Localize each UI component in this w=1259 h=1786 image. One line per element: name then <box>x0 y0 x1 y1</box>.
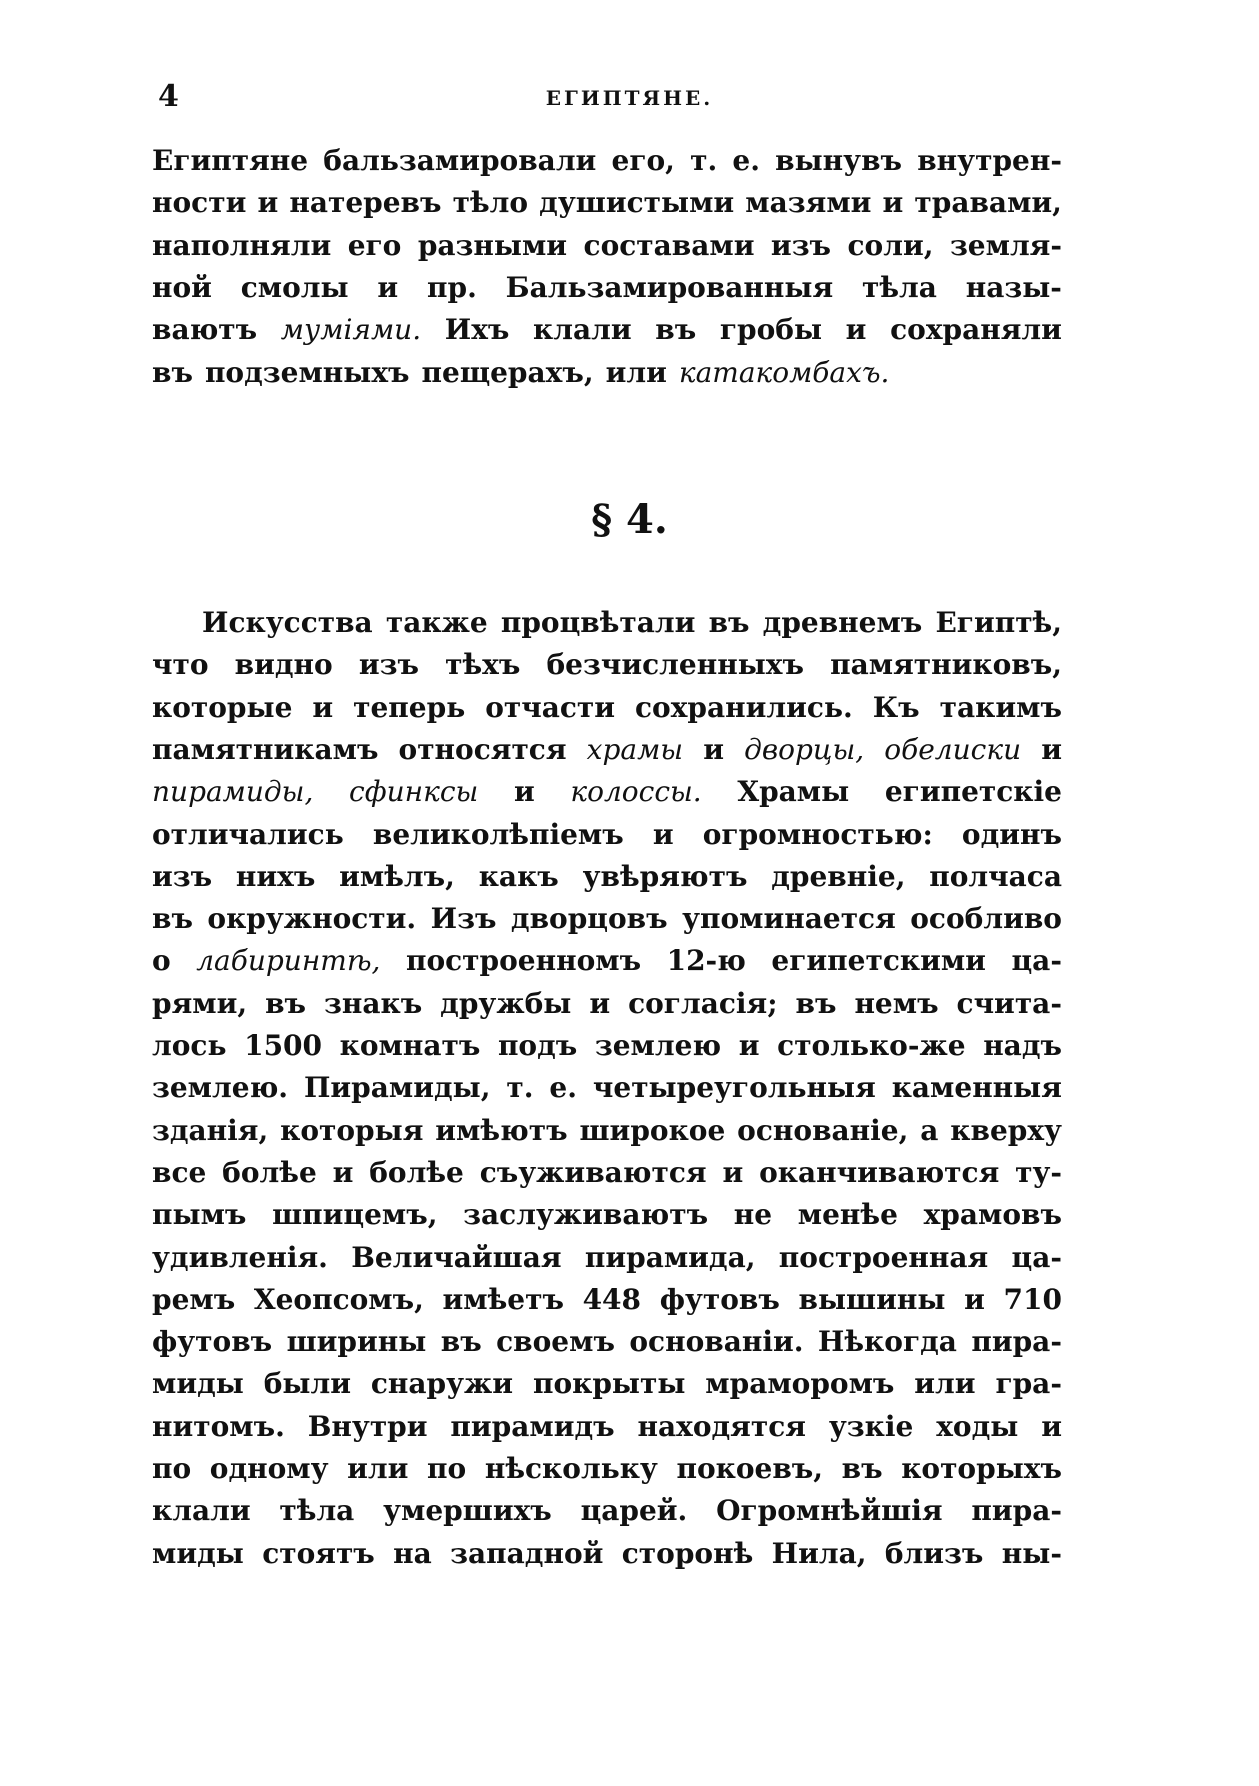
text-line <box>152 225 1062 267</box>
word: въ <box>655 313 697 347</box>
word: оканчиваются <box>759 1155 1000 1189</box>
word: шпицемъ, <box>272 1198 438 1232</box>
word: травами, <box>914 186 1062 220</box>
word: основаніи. <box>629 1325 804 1359</box>
word: отличались <box>152 817 344 851</box>
text-line <box>152 1279 1062 1321</box>
word: ту- <box>1015 1155 1062 1189</box>
text-line <box>202 602 1062 644</box>
word: дворцы, <box>744 732 865 766</box>
word: обелиски <box>884 732 1022 766</box>
word: знакъ <box>323 986 423 1020</box>
word: и <box>377 270 399 304</box>
text-line <box>152 1110 1062 1152</box>
word: пымъ <box>152 1198 247 1232</box>
text-line <box>152 140 1062 182</box>
text-line <box>152 182 1062 224</box>
word: нихъ <box>235 859 316 893</box>
word: и <box>845 313 867 347</box>
word: ца- <box>1011 1240 1062 1274</box>
word: комнатъ <box>339 1029 481 1062</box>
text-line <box>152 856 1062 898</box>
word: по <box>427 1452 467 1485</box>
word: въ <box>708 606 750 639</box>
word: и <box>964 1282 985 1316</box>
word: тѣло <box>452 186 529 220</box>
word: считa- <box>956 986 1062 1020</box>
text-line <box>152 1237 1062 1279</box>
word: вынувъ <box>775 144 903 177</box>
word: и <box>703 732 724 766</box>
word: Бальзамированныя <box>505 270 834 304</box>
word: Внутри <box>307 1409 428 1443</box>
word: лось <box>152 1029 227 1062</box>
word: въ <box>440 1325 482 1359</box>
word: на <box>393 1536 432 1570</box>
text-line <box>152 1152 1062 1194</box>
word: пирамида, <box>584 1240 756 1274</box>
word: Храмы <box>737 775 850 809</box>
word: которыхъ <box>901 1452 1062 1485</box>
word: изъ <box>770 228 832 262</box>
word: 448 <box>582 1282 642 1316</box>
word: Величайшая <box>351 1240 562 1274</box>
word: и <box>882 186 904 220</box>
text-line <box>152 1067 1062 1109</box>
word: египетскіе <box>884 775 1062 809</box>
word: сторонѣ <box>621 1536 754 1570</box>
word: снаружи <box>370 1367 514 1401</box>
word: великолѣпіемъ <box>372 817 624 851</box>
word: и <box>589 986 611 1020</box>
word: узкіе <box>828 1409 914 1443</box>
word: кверху <box>950 1113 1062 1147</box>
text-line <box>152 267 1062 309</box>
word: тѣла <box>861 270 937 304</box>
text-line <box>152 1363 1062 1405</box>
word: четыреугольныя <box>592 1071 876 1105</box>
text-line <box>152 814 1062 856</box>
word: и <box>722 1155 744 1189</box>
word: Нила, <box>771 1536 867 1570</box>
word: ширины <box>286 1325 427 1359</box>
word: футовъ <box>152 1325 273 1359</box>
word: или <box>605 355 667 389</box>
word: вышины <box>798 1282 946 1316</box>
word: ходы <box>936 1409 1019 1443</box>
text-line <box>152 1448 1062 1490</box>
word: каменныя <box>891 1071 1062 1105</box>
word: стоятъ <box>262 1536 375 1570</box>
word: надъ <box>983 1029 1062 1062</box>
word: т. <box>690 144 718 177</box>
word: упоминается <box>682 902 896 936</box>
word: безчисленныхъ <box>546 648 804 682</box>
word: какъ <box>478 859 559 893</box>
word: ности <box>152 186 247 220</box>
word: Пирамиды, <box>303 1071 491 1105</box>
word: пещерахъ, <box>421 355 594 389</box>
word: увѣряютъ <box>582 859 748 893</box>
word: немъ <box>854 986 939 1020</box>
word: и <box>312 690 334 724</box>
word: съуживаются <box>479 1155 707 1189</box>
word: которыя <box>280 1113 424 1147</box>
word: царей. <box>580 1494 688 1528</box>
word: были <box>263 1367 351 1401</box>
word: 710 <box>1003 1282 1062 1316</box>
word: близъ <box>884 1536 984 1570</box>
word: памятниковъ, <box>830 648 1062 682</box>
word: пирамидъ <box>450 1409 615 1443</box>
text-line <box>152 1490 1062 1532</box>
word: построенномъ <box>405 944 642 978</box>
word: о <box>152 944 171 978</box>
word: отчасти <box>485 690 616 724</box>
word: смолы <box>240 270 349 304</box>
word: пр. <box>427 270 477 304</box>
word: не <box>733 1198 773 1232</box>
word: одинъ <box>961 817 1062 851</box>
word: основаніе, <box>737 1113 909 1147</box>
word: 1500 <box>244 1029 323 1062</box>
word: т. <box>506 1071 534 1105</box>
word: Ихъ <box>444 313 510 347</box>
word: по <box>152 1452 192 1485</box>
word: назы- <box>965 270 1062 304</box>
word: огромностью: <box>702 817 933 851</box>
word: Къ <box>872 690 920 724</box>
text-line <box>152 644 1062 686</box>
word: широкое <box>579 1113 726 1147</box>
text-line <box>152 687 1062 729</box>
word: муміями. <box>280 313 422 347</box>
word: имѣютъ <box>435 1113 568 1147</box>
text-line <box>152 1321 1062 1363</box>
word: его <box>347 228 402 262</box>
text-line <box>152 352 1062 394</box>
word: е. <box>732 144 760 177</box>
word: и <box>1041 1409 1062 1443</box>
word: нѣскольку <box>484 1452 658 1485</box>
text-line <box>152 1533 1062 1575</box>
word: древніе, <box>771 859 906 893</box>
word: и <box>257 186 279 220</box>
text-line <box>152 898 1062 940</box>
word: ремъ <box>152 1282 236 1316</box>
word: и <box>332 1155 354 1189</box>
word: ны- <box>1001 1536 1062 1570</box>
word: въ <box>152 902 193 936</box>
word: болѣе <box>369 1155 464 1189</box>
word: лабиринтѣ, <box>196 944 381 978</box>
word: 12-ю <box>666 944 746 978</box>
word: и <box>1041 732 1062 766</box>
word: египетскими <box>771 944 986 978</box>
word: Хеопсомъ, <box>253 1282 424 1316</box>
section-heading: § 4. <box>591 496 668 543</box>
word: катакомбахъ. <box>678 355 890 389</box>
word: наполняли <box>152 228 332 262</box>
word: все <box>152 1155 207 1189</box>
word: Египтяне <box>152 144 309 177</box>
word: пира- <box>971 1494 1062 1528</box>
word: миды <box>152 1536 244 1570</box>
word: подъ <box>497 1029 578 1062</box>
word: построенная <box>778 1240 989 1274</box>
word: разными <box>417 228 568 262</box>
word: его, <box>611 144 675 177</box>
word: дружбы <box>440 986 572 1020</box>
word: колоссы. <box>570 775 702 809</box>
word: въ <box>152 355 193 389</box>
word: и <box>652 817 674 851</box>
word: и <box>738 1029 760 1062</box>
page-number: 4 <box>158 79 179 114</box>
word: соли, <box>847 228 934 262</box>
word: земля- <box>949 228 1062 262</box>
word: или <box>914 1367 976 1401</box>
word: одному <box>209 1452 329 1485</box>
word: рями, <box>152 986 248 1020</box>
word: также <box>385 606 488 639</box>
word: тѣла <box>279 1494 355 1528</box>
word: ной <box>152 270 212 304</box>
word: древнемъ <box>762 606 923 639</box>
word: покоевъ, <box>676 1452 824 1485</box>
word: мазями <box>745 186 872 220</box>
word: землею <box>594 1029 722 1062</box>
word: храмы <box>586 732 684 766</box>
word: удивленія. <box>152 1240 328 1274</box>
word: мраморомъ <box>705 1367 895 1401</box>
word: своемъ <box>496 1325 615 1359</box>
word: а <box>920 1113 939 1147</box>
word: которые <box>152 690 293 724</box>
word: гра- <box>995 1367 1062 1401</box>
word: изъ <box>358 648 419 682</box>
word: покрыты <box>532 1367 686 1401</box>
word: клали <box>533 313 632 347</box>
word: имѣетъ <box>442 1282 564 1316</box>
word: клали <box>152 1494 251 1528</box>
word: Огромнѣйшія <box>716 1494 943 1528</box>
word: миды <box>152 1367 244 1401</box>
word: тѣхъ <box>445 648 521 682</box>
word: футовъ <box>659 1282 780 1316</box>
word: зданія, <box>152 1113 269 1147</box>
word: Изъ <box>430 902 497 936</box>
text-line <box>152 1194 1062 1236</box>
word: видно <box>234 648 333 682</box>
word: столько-же <box>777 1029 966 1062</box>
word: или <box>347 1452 409 1485</box>
word: подземныхъ <box>204 355 410 389</box>
text-line <box>152 309 1062 351</box>
word: ца- <box>1011 944 1062 978</box>
word: сохраняли <box>890 313 1062 347</box>
word: памятникамъ <box>152 732 379 766</box>
text-line <box>152 1025 1062 1067</box>
word: западной <box>450 1536 604 1570</box>
word: ваютъ <box>152 313 258 347</box>
word: умершихъ <box>383 1494 552 1528</box>
word: окружности. <box>207 902 417 936</box>
word: заслуживаютъ <box>463 1198 709 1232</box>
word: храмовъ <box>923 1198 1062 1232</box>
word: гробы <box>719 313 823 347</box>
word: внутрен- <box>917 144 1062 177</box>
word: особливо <box>910 902 1062 936</box>
word: относятся <box>398 732 567 766</box>
word: теперь <box>353 690 466 724</box>
word: въ <box>841 1452 883 1485</box>
word: Искусства <box>202 606 373 639</box>
word: душистыми <box>539 186 735 220</box>
word: въ <box>265 986 307 1020</box>
word: е. <box>549 1071 577 1105</box>
word: составами <box>583 228 755 262</box>
word: имѣлъ, <box>339 859 455 893</box>
word: землею. <box>152 1071 289 1105</box>
word: сохранились. <box>635 690 853 724</box>
word: пирамиды, <box>152 775 314 809</box>
text-line <box>152 940 1062 982</box>
word: процвѣтали <box>500 606 696 639</box>
word: бальзамировали <box>323 144 597 177</box>
word: натеревъ <box>289 186 442 220</box>
text-line <box>152 771 1062 813</box>
text-line <box>152 983 1062 1025</box>
word: менѣе <box>797 1198 898 1232</box>
word: такимъ <box>939 690 1062 724</box>
word: Египтѣ, <box>935 606 1062 639</box>
word: въ <box>795 986 837 1020</box>
word: дворцовъ <box>510 902 668 936</box>
word: и <box>513 775 535 809</box>
word: Нѣкогда <box>817 1325 957 1359</box>
running-title: ЕГИПТЯНЕ. <box>545 86 714 110</box>
word: нитомъ. <box>152 1409 285 1443</box>
word: согласія; <box>628 986 778 1020</box>
word: полчаса <box>929 859 1062 893</box>
word: сфинксы <box>349 775 479 809</box>
word: пира- <box>971 1325 1062 1359</box>
word: что <box>152 648 209 682</box>
word: находятся <box>637 1409 806 1443</box>
text-line <box>152 1406 1062 1448</box>
word: болѣе <box>222 1155 317 1189</box>
text-line <box>152 729 1062 771</box>
word: изъ <box>152 859 213 893</box>
